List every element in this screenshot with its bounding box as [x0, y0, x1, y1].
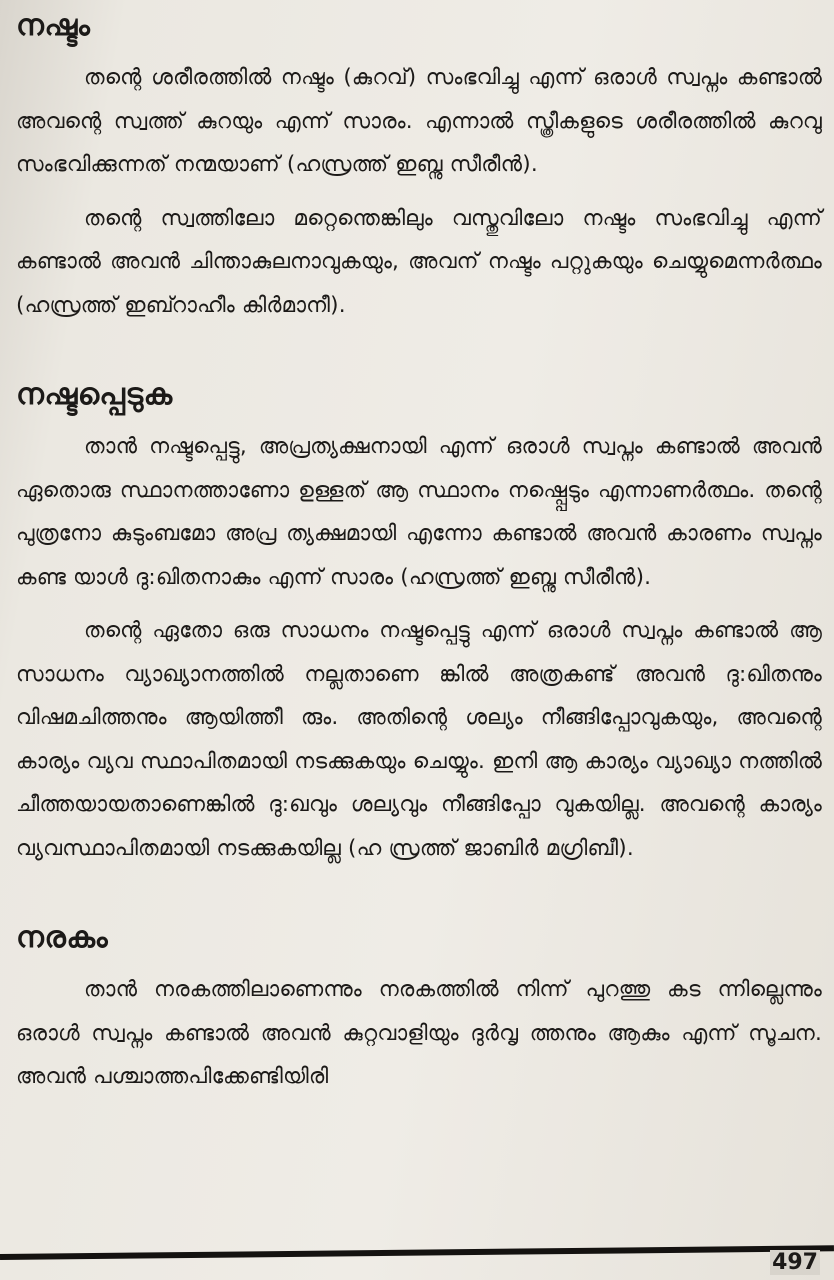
- paragraph: താൻ നരകത്തിലാണെന്നും നരകത്തിൽ നിന്ന് പുറത്തു കട ന്നില്ലെന്നും ഒരാൾ സ്വപ്നം കണ്ടാൽ അവൻ കുറ്റവാളിയും ദുർവൃ ത്തനും ആകും എന്ന് സൂചന. അവൻ പശ്ചാത്തപിക്കേണ്ടിയിരി: [16, 977, 822, 1089]
- paragraph: തന്റെ സ്വത്തിലോ മറ്റെന്തെങ്കിലും വസ്തുവിലോ നഷ്ടം സംഭവിച്ചു എന്ന് കണ്ടാൽ അവൻ ചിന്താകുലനാവുകയും, അവന് നഷ്ടം പറ്റുകയും ചെയ്യുമെന്നർത്ഥം (ഹസ്രത്ത് ഇബ്റാഹീം കിർമാനീ).: [16, 205, 822, 318]
- section-heading-nashtam: നഷ്ടം: [16, 8, 91, 43]
- paragraph: തന്റെ ഏതോ ഒരു സാധനം നഷ്ടപ്പെട്ടു എന്ന് ഒരാൾ സ്വപ്നം കണ്ടാൽ ആ സാധനം വ്യാഖ്യാനത്തിൽ നല്ലതാണെ ങ്കിൽ അത്രകണ്ട് അവൻ ദു:ഖിതനും വിഷമചിത്തനും ആയിത്തീ രും. അതിന്റെ ശല്യം നീങ്ങിപ്പോവുകയും, അവന്റെ കാര്യം വ്യവ സ്ഥാപിതമായി നടക്കുകയും ചെയ്യും. ഇനി ആ കാര്യം വ്യാഖ്യാ നത്തിൽ ചീത്തയായതാണെങ്കിൽ ദു:ഖവും ശല്യവും നീങ്ങിപ്പോ വുകയില്ല. അവന്റെ കാര്യം വ്യവസ്ഥാപിതമായി നടക്കുകയില്ല (ഹ സ്രത്ത് ജാബിർ മഗ്രിബീ).: [16, 618, 822, 861]
- page-content: [16, 6, 822, 1099]
- section-heading-narakam: നരകം: [16, 920, 109, 955]
- paragraph: തന്റെ ശരീരത്തിൽ നഷ്ടം (കുറവ്) സംഭവിച്ചു എന്ന് ഒരാൾ സ്വപ്നം കണ്ടാൽ അവന്റെ സ്വത്ത് കുറയും എന്ന് സാരം. എന്നാൽ സ്ത്രീകളുടെ ശരീരത്തിൽ കുറവു സംഭവിക്കുന്നത് നന്മയാണ് (ഹസ്രത്ത് ഇബ്നു സീരീൻ).: [16, 65, 822, 177]
- paragraph: താൻ നഷ്ടപ്പെട്ടു, അപ്രത്യക്ഷനായി എന്ന് ഒരാൾ സ്വപ്നം കണ്ടാൽ അവൻ ഏതൊരു സ്ഥാനത്താണോ ഉള്ളത് ആ സ്ഥാനം നഷ്പ്പെടും എന്നാണർത്ഥം. തന്റെ പുത്രനോ കുടുംബമോ അപ്ര ത്യക്ഷമായി എന്നോ കണ്ടാൽ അവൻ കാരണം സ്വപ്നം കണ്ട യാൾ ദു:ഖിതനാകും എന്ന് സാരം (ഹസ്രത്ത് ഇബ്നു സീരീൻ).: [16, 434, 822, 590]
- footer-rule: [0, 1245, 834, 1260]
- section-heading-nashtappeduka: നഷ്ടപ്പെടുക: [16, 377, 173, 412]
- page-number: 497: [772, 1250, 818, 1275]
